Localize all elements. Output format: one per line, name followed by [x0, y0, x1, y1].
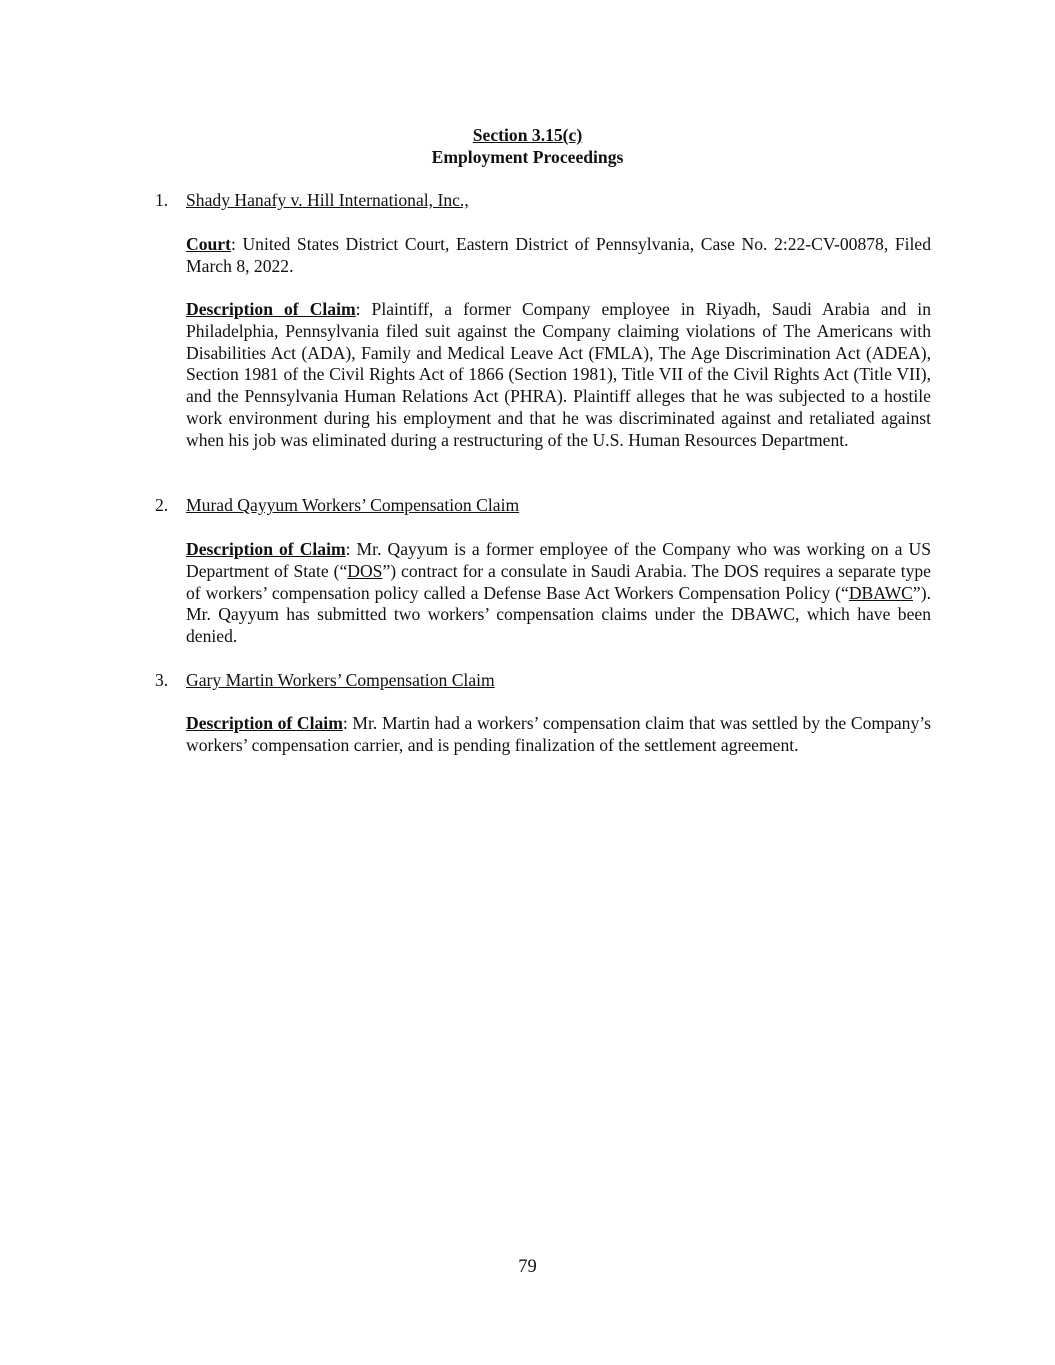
item-1-court-text: : United States District Court, Eastern District of Pennsylvania, Case No. 2:22-CV-00878, Filed March 8, 2022.: [186, 234, 931, 276]
item-1-court-label: Court: [186, 234, 231, 254]
item-3-number: 3.: [155, 670, 169, 690]
item-2-claim-label: Description of Claim: [186, 539, 346, 559]
page-number: 79: [518, 1257, 537, 1277]
item-1-claim-text: : Plaintiff, a former Company employee in Riyadh, Saudi Arabia and in Philadelphia, Pennsylvania filed suit against the Company claiming violations of The Americans with Disabilities Act (ADA), Family and Medical Leave Act (FMLA), The Age Discrimination Act (ADEA), Section 1981 of the Civil Rights Act of 1866 (Section 1981), Title VII of the Civil Rights Act (Title VII), and the Pennsylvania Human Relations Act (PHRA). Plaintiff alleges that he was subjected to a hostile work environment during his employment and that he was discriminated against and retaliated against when his job was eliminated during a restructuring of the U.S. Human Resources Department.: [186, 299, 931, 450]
item-3-claim-text: : Mr. Martin had a workers’ compensation claim that was settled by the Company’s workers’ compensation carrier, and is pending finalization of the settlement agreement.: [186, 713, 931, 755]
item-3-claim-label: Description of Claim: [186, 713, 343, 733]
item-1-court-paragraph: [186, 234, 931, 278]
section-title-heading: Employment Proceedings: [431, 147, 624, 167]
item-2-claim-paragraph: [186, 539, 931, 648]
item-2-defined-term-dos: DOS: [347, 560, 383, 581]
item-2-claim-text-3: ”). Mr. Qayyum has submitted two workers’ compensation claims under the DBAWC, which have been denied.: [186, 582, 931, 647]
item-2-claim-text-1: : Mr. Qayyum is a former employee of the Company who was working on a US Department of State (“: [186, 539, 931, 581]
item-3-title: Gary Martin Workers’ Compensation Claim: [186, 670, 495, 690]
item-1-title: Shady Hanafy v. Hill International, Inc.,: [186, 190, 469, 210]
item-1-claim-label: Description of Claim: [186, 299, 356, 319]
item-2-title: Murad Qayyum Workers’ Compensation Claim: [186, 495, 520, 515]
item-2-defined-term-dbawc: DBAWC: [848, 582, 913, 603]
item-2-claim-text-2: ”) contract for a consulate in Saudi Arabia. The DOS requires a separate type of workers’ compensation policy called a Defense Base Act Workers Compensation Policy (“: [186, 560, 931, 603]
item-1-number: 1.: [155, 190, 169, 210]
item-3-claim-paragraph: [186, 713, 931, 757]
item-1-claim-paragraph: [186, 299, 931, 452]
section-number-heading: Section 3.15(c): [472, 125, 583, 145]
item-2-number: 2.: [155, 495, 169, 515]
